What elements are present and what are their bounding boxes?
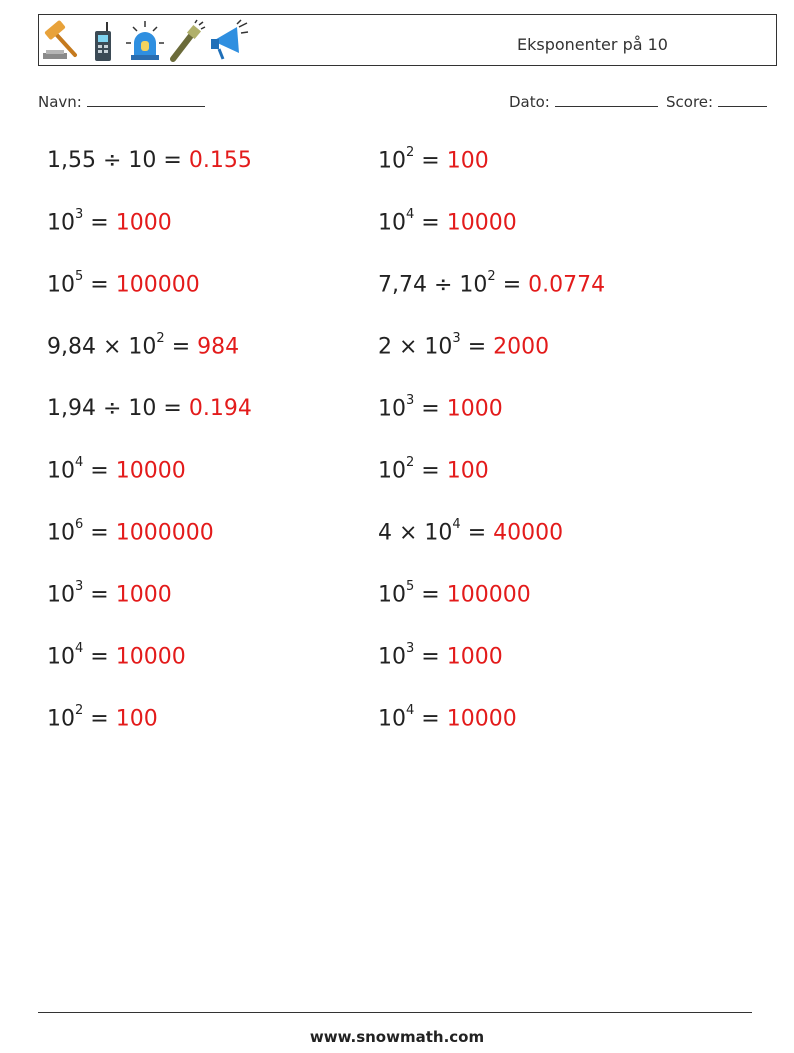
problem-row (378, 331, 550, 360)
problem-expression: 10 (47, 520, 75, 546)
name-field (38, 93, 205, 111)
answer-value: 1000 (115, 582, 172, 608)
problem-expression: 10 (378, 396, 406, 422)
equals-sign: = (90, 520, 109, 546)
worksheet-title: Eksponenter på 10 (517, 35, 668, 54)
problem-row (47, 455, 186, 484)
answer-value: 1000 (446, 644, 503, 670)
equals-sign: = (467, 520, 487, 546)
problem-expression: 10 (47, 706, 75, 732)
answer-value: 10000 (115, 458, 186, 484)
problem-expression: 10 (47, 644, 75, 670)
equals-sign: = (90, 706, 109, 732)
header-icons (41, 17, 249, 65)
problem-expression: 1,55 ÷ 10 (47, 148, 157, 173)
exponent: 6 (75, 517, 84, 532)
answer-value: 100000 (446, 582, 531, 608)
exponent: 3 (75, 579, 84, 594)
equals-sign: = (171, 334, 191, 360)
problem-expression: 10 (378, 458, 406, 484)
problem-expression: 2 × 10 (378, 334, 453, 360)
problem-expression: 10 (378, 210, 406, 236)
flashlight-icon (167, 19, 207, 63)
answer-value: 100 (115, 706, 158, 732)
walkie-talkie-icon (83, 19, 123, 63)
equals-sign: = (421, 458, 440, 484)
answer-value: 0.194 (188, 396, 252, 421)
answer-value: 100000 (115, 272, 200, 298)
answer-value: 100 (446, 458, 489, 484)
problem-expression: 4 × 10 (378, 520, 453, 546)
problem-expression: 9,84 × 10 (47, 334, 157, 360)
answer-value: 0.155 (188, 148, 252, 173)
equals-sign: = (421, 644, 440, 670)
exponent: 2 (75, 703, 84, 718)
problem-expression: 10 (378, 148, 406, 174)
header-box (38, 14, 777, 66)
exponent: 3 (406, 393, 415, 408)
equals-sign: = (90, 644, 109, 670)
problem-row (47, 579, 172, 608)
problem-row (47, 703, 158, 732)
date-label: Dato: (509, 93, 550, 111)
exponent: 5 (406, 579, 415, 594)
exponent: 4 (75, 455, 84, 470)
name-line (87, 94, 205, 107)
answer-value: 1000000 (115, 520, 214, 546)
score-field (666, 93, 767, 111)
equals-sign: = (163, 396, 182, 421)
exponent: 4 (452, 517, 461, 532)
equals-sign: = (90, 272, 109, 298)
problem-row (378, 393, 503, 422)
problem-row (378, 455, 489, 484)
problem-row (47, 269, 200, 298)
problem-row (378, 145, 489, 174)
equals-sign: = (163, 148, 182, 173)
megaphone-icon (209, 19, 249, 63)
problem-row (378, 269, 606, 298)
footer-url: www.snowmath.com (309, 1028, 485, 1046)
equals-sign: = (421, 706, 440, 732)
problem-expression: 10 (47, 272, 75, 298)
exponent: 4 (75, 641, 84, 656)
problem-row (378, 703, 517, 732)
problem-row (378, 207, 517, 236)
date-line (555, 94, 658, 107)
answer-value: 1000 (115, 210, 172, 236)
date-field (509, 93, 658, 111)
exponent: 5 (75, 269, 84, 284)
footer-divider (38, 1012, 752, 1013)
problem-expression: 10 (378, 706, 406, 732)
exponent: 3 (406, 641, 415, 656)
exponent: 2 (487, 269, 496, 284)
answer-value: 1000 (446, 396, 503, 422)
gavel-icon (41, 19, 81, 63)
exponent: 4 (406, 703, 415, 718)
problem-expression: 7,74 ÷ 10 (378, 272, 488, 298)
answer-value: 10000 (446, 706, 517, 732)
answer-value: 0.0774 (528, 272, 606, 298)
problem-row (47, 641, 186, 670)
problem-expression: 1,94 ÷ 10 (47, 396, 157, 421)
problem-expression: 10 (47, 210, 75, 236)
problem-expression: 10 (378, 644, 406, 670)
exponent: 3 (452, 331, 461, 346)
problem-row (378, 641, 503, 670)
problem-row (378, 517, 564, 546)
siren-light-icon (125, 19, 165, 63)
problem-row (47, 517, 214, 546)
answer-value: 10000 (446, 210, 517, 236)
equals-sign: = (421, 210, 440, 236)
equals-sign: = (421, 396, 440, 422)
equals-sign: = (90, 582, 109, 608)
score-line (718, 94, 767, 107)
equals-sign: = (421, 148, 440, 174)
equals-sign: = (467, 334, 487, 360)
exponent: 2 (156, 331, 165, 346)
equals-sign: = (502, 272, 522, 298)
exponent: 2 (406, 455, 415, 470)
name-label: Navn: (38, 93, 82, 111)
exponent: 3 (75, 207, 84, 222)
answer-value: 984 (197, 334, 240, 360)
equals-sign: = (90, 458, 109, 484)
answer-value: 2000 (493, 334, 550, 360)
problem-row (47, 207, 172, 236)
exponent: 2 (406, 145, 415, 160)
problem-row (378, 579, 531, 608)
answer-value: 40000 (493, 520, 564, 546)
equals-sign: = (90, 210, 109, 236)
answer-value: 10000 (115, 644, 186, 670)
score-label: Score: (666, 93, 714, 111)
exponent: 4 (406, 207, 415, 222)
problem-expression: 10 (47, 458, 75, 484)
problem-expression: 10 (378, 582, 406, 608)
equals-sign: = (421, 582, 440, 608)
problem-row (47, 396, 252, 421)
answer-value: 100 (446, 148, 489, 174)
problem-row (47, 148, 252, 173)
problem-expression: 10 (47, 582, 75, 608)
problem-row (47, 331, 240, 360)
